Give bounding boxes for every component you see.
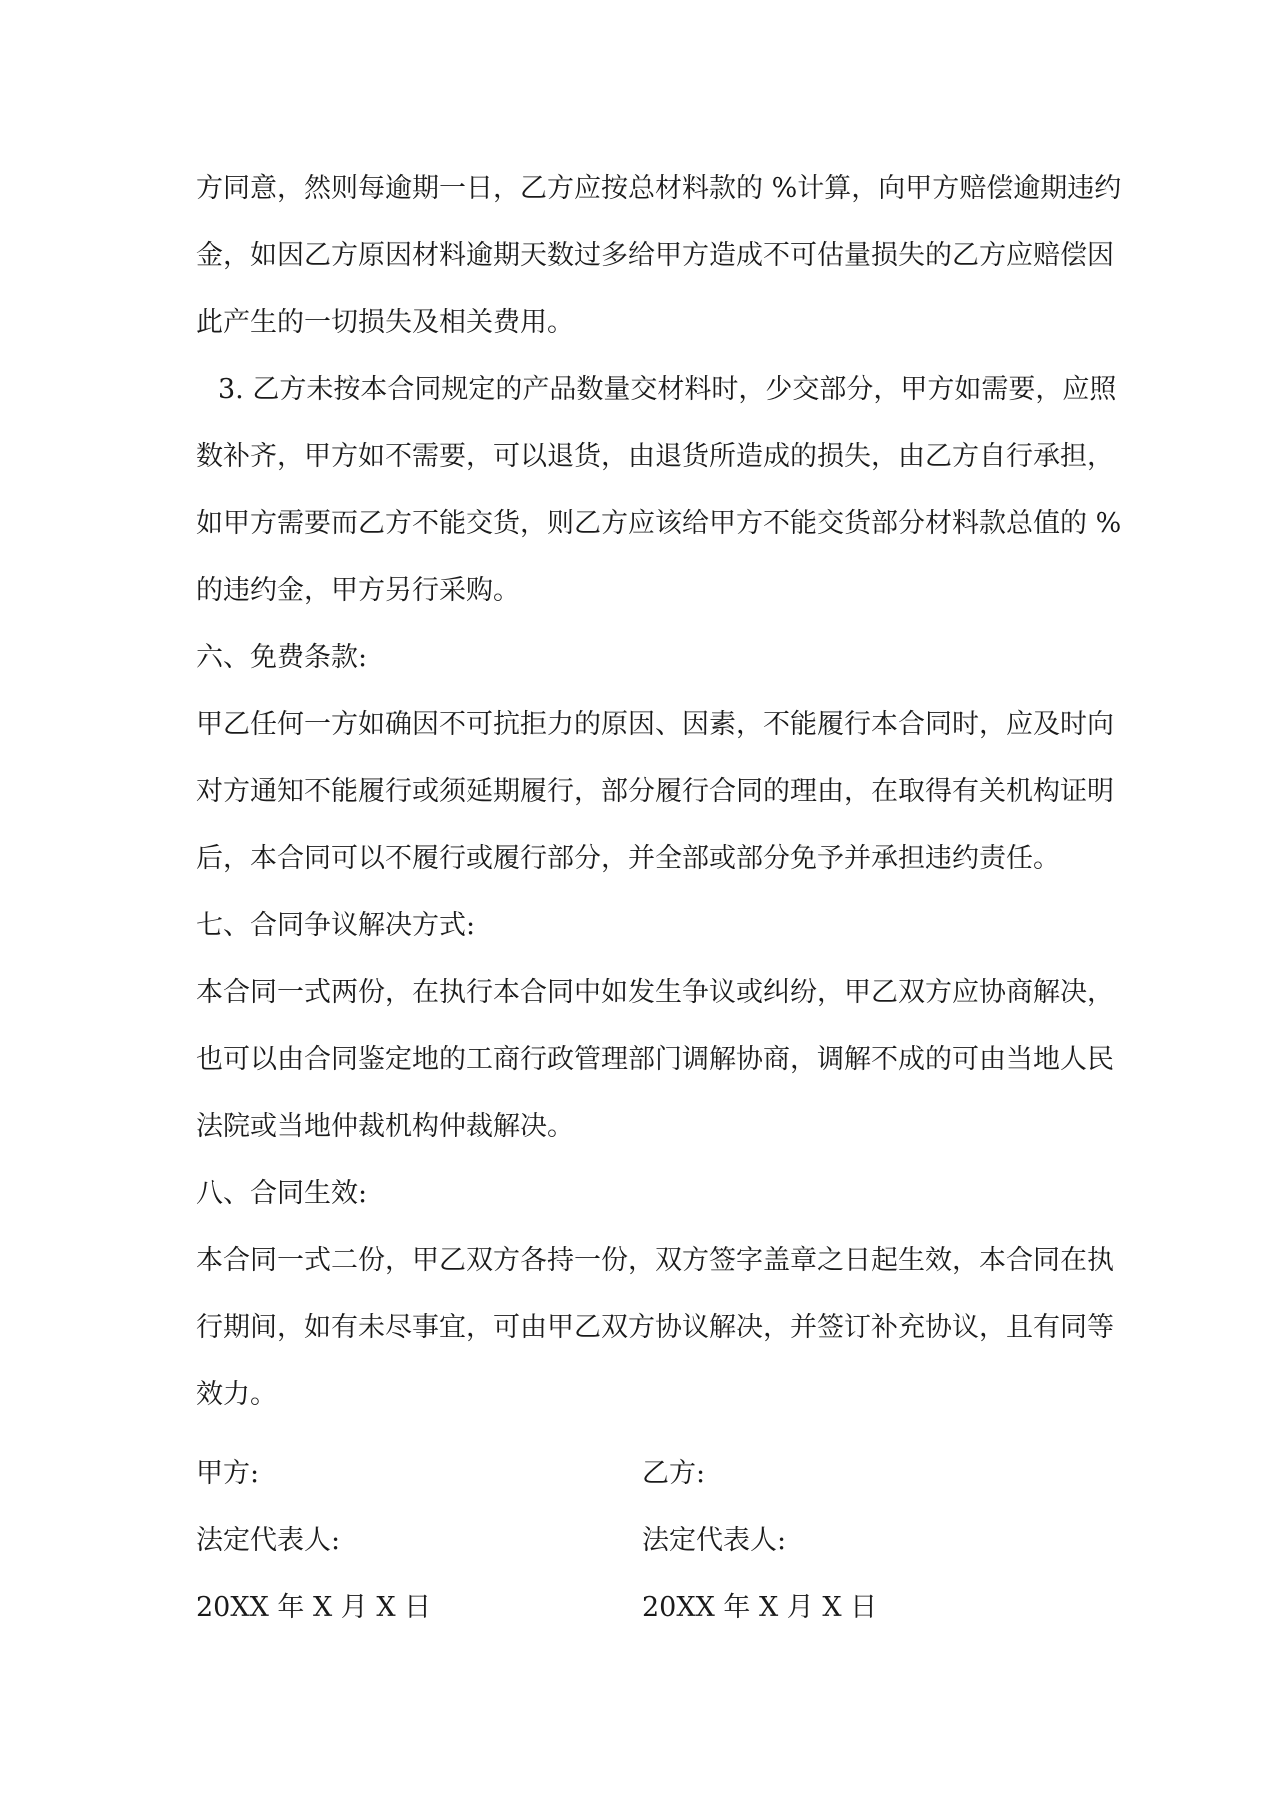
party-a-representative: 法定代表人: (196, 1525, 341, 1556)
section-heading: 八、合同生效: (196, 1178, 368, 1209)
paragraph-line: 行期间，如有未尽事宜，可由甲乙双方协议解决，并签订补充协议，且有同等 (196, 1312, 1114, 1343)
paragraph-line: 甲乙任何一方如确因不可抗拒力的原因、因素，不能履行本合同时，应及时向 (196, 709, 1114, 740)
paragraph-line: 数补齐，甲方如不需要，可以退货，由退货所造成的损失，由乙方自行承担， (196, 441, 1114, 472)
party-a-label: 甲方: (196, 1458, 260, 1489)
paragraph-line: 本合同一式二份，甲乙双方各持一份，双方签字盖章之日起生效，本合同在执 (196, 1245, 1114, 1276)
party-a-date: 20XX 年 X 月 X 日 (196, 1592, 432, 1623)
paragraph-line: 此产生的一切损失及相关费用。 (196, 307, 574, 338)
paragraph-line: 对方通知不能履行或须延期履行，部分履行合同的理由，在取得有关机构证明 (196, 776, 1114, 807)
paragraph-line: 金，如因乙方原因材料逾期天数过多给甲方造成不可估量损失的乙方应赔偿因 (196, 240, 1114, 271)
party-b-label: 乙方: (642, 1458, 706, 1489)
party-b-representative: 法定代表人: (642, 1525, 787, 1556)
paragraph-line: 3. 乙方未按本合同规定的产品数量交材料时，少交部分，甲方如需要，应照 (218, 374, 1117, 405)
paragraph-line: 方同意，然则每逾期一日，乙方应按总材料款的 %计算，向甲方赔偿逾期违约 (196, 173, 1122, 204)
paragraph-line: 效力。 (196, 1379, 277, 1410)
section-heading: 七、合同争议解决方式: (196, 910, 476, 941)
paragraph-line: 如甲方需要而乙方不能交货，则乙方应该给甲方不能交货部分材料款总值的 % (196, 508, 1122, 539)
paragraph-line: 也可以由合同鉴定地的工商行政管理部门调解协商，调解不成的可由当地人民 (196, 1044, 1114, 1075)
paragraph-line: 法院或当地仲裁机构仲裁解决。 (196, 1111, 574, 1142)
party-b-date: 20XX 年 X 月 X 日 (642, 1592, 878, 1623)
paragraph-line: 本合同一式两份，在执行本合同中如发生争议或纠纷，甲乙双方应协商解决， (196, 977, 1114, 1008)
paragraph-line: 的违约金，甲方另行采购。 (196, 575, 520, 606)
paragraph-line: 后，本合同可以不履行或履行部分，并全部或部分免予并承担违约责任。 (196, 843, 1060, 874)
section-heading: 六、免费条款: (196, 642, 368, 673)
